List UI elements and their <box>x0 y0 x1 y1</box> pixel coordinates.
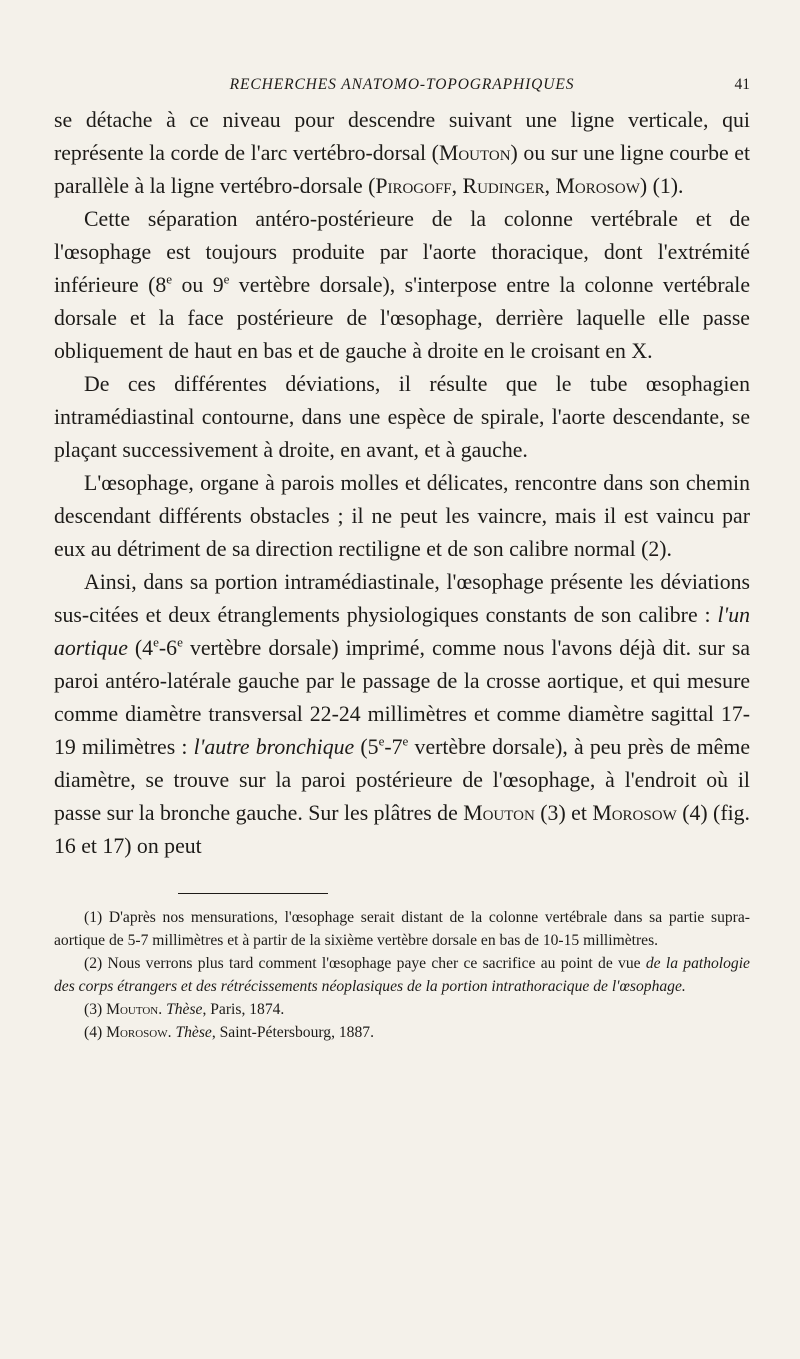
text-run: ) ou sur une ligne courbe et parallèle à la ligne vertébro-dorsale ( <box>54 141 751 198</box>
footnote-3 <box>54 998 750 1021</box>
text-run: -6 <box>158 636 178 660</box>
text-run: vertèbre dorsale) imprimé, comme nous l'avons déjà dit. sur sa paroi antéro-latérale gauche par le passage de la crosse aortique, et qui mesure comme diamètre transversal 22-24 millimètres et comme diamètre sagittal 17-19 milimètres : <box>54 636 751 759</box>
text-run: (4) (fig. 16 et 17) on peut <box>54 801 750 858</box>
superscript: e <box>402 733 409 749</box>
paragraph-3: De ces différentes déviations, il résulte que le tube œsophagien intramédiastinal contourne, dans une espèce de spirale, l'aorte descendante, se plaçant successivement à droite, en avant, et à gauche. <box>54 372 750 462</box>
footnote-4 <box>54 1021 750 1044</box>
text-run: Cette séparation antéro-postérieure de la colonne vertébrale et de l'œsophage est toujours produite par l'aorte thoracique, dont l'extrémité inférieure (8 <box>54 207 750 297</box>
paragraph-2 <box>54 203 750 368</box>
text-run: (5 <box>354 735 379 759</box>
italic-text: Thèse <box>175 1024 212 1041</box>
text-run: ) (1). <box>639 174 684 198</box>
italic-term: l'autre bronchique <box>193 735 355 759</box>
author-name: Mouton <box>106 1001 159 1018</box>
text-run: . <box>167 1024 176 1041</box>
superscript: e <box>177 634 183 650</box>
text-run: (4 <box>127 636 154 660</box>
author-name: Mouton <box>438 141 511 165</box>
superscript: e <box>153 634 159 650</box>
author-names: Pirogoff, Rudinger, Morosow <box>375 174 640 198</box>
author-name: Morosow <box>106 1024 168 1041</box>
footnote-1: (1) D'après nos mensurations, l'œsophage serait distant de la colonne vertébrale dans sa partie supra-aortique de 5-7 millimètres et à partir de la sixième vertèbre dorsale en bas de 10-15 millimètres. <box>54 909 750 949</box>
text-run: , Paris, 1874. <box>202 1001 285 1018</box>
text-run: , Saint-Pétersbourg, 1887. <box>211 1024 374 1041</box>
text-run: se détache à ce niveau pour descendre suivant une ligne verticale, qui représente la corde de l'arc vertébro-dorsal ( <box>54 108 750 165</box>
superscript: e <box>166 271 173 287</box>
italic-term: l'un aortique <box>54 603 750 660</box>
author-name: Mouton <box>463 801 535 825</box>
text-run: -7 <box>384 735 403 759</box>
text-run: (3) et <box>534 801 593 825</box>
text-run: vertèbre dorsale), s'interpose entre la colonne vertébrale dorsale et la face postérieure de l'œsophage, derrière laquelle elle passe obliquement de haut en bas et de gauche à droite en le croisant en X. <box>54 273 750 363</box>
author-name: Morosow <box>592 801 677 825</box>
text-run: Ainsi, dans sa portion intramédiastinale, l'œsophage présente les déviations sus-citées et deux étranglements physiologiques constants de son calibre : <box>54 570 750 627</box>
text-run: (2) Nous verrons plus tard comment l'œsophage paye cher ce sacrifice au point de vue <box>84 955 646 972</box>
page-number: 41 <box>734 76 750 93</box>
footnote-2 <box>54 952 750 998</box>
text-run: . <box>158 1001 167 1018</box>
italic-text: Thèse <box>166 1001 203 1018</box>
text-run: (4) <box>84 1024 107 1041</box>
paragraph-5 <box>54 566 750 863</box>
text-run: ou 9 <box>172 273 224 297</box>
text-run: vertèbre dorsale), à peu près de même diamètre, se trouve sur la paroi postérieure de l'œsophage, à l'endroit où il passe sur la bronche gauche. Sur les plâtres de <box>54 735 750 825</box>
paragraph-4: L'œsophage, organe à parois molles et délicates, rencontre dans son chemin descendant différents obstacles ; il ne peut les vaincre, mais il est vaincu par eux au détriment de sa direction rectiligne et de son calibre normal (2). <box>54 471 750 561</box>
running-head <box>54 76 750 102</box>
running-title: RECHERCHES ANATOMO-TOPOGRAPHIQUES <box>229 76 575 93</box>
footnote-rule <box>178 893 328 894</box>
body-text <box>54 104 750 863</box>
footnotes <box>54 906 750 1044</box>
paragraph-1 <box>54 104 750 203</box>
superscript: e <box>223 271 230 287</box>
italic-text: de la pathologie des corps étrangers et des rétrécissements néoplasiques de la portion intrathoracique de l'œsophage. <box>54 955 750 995</box>
superscript: e <box>378 733 385 749</box>
text-run: (3) <box>84 1001 107 1018</box>
